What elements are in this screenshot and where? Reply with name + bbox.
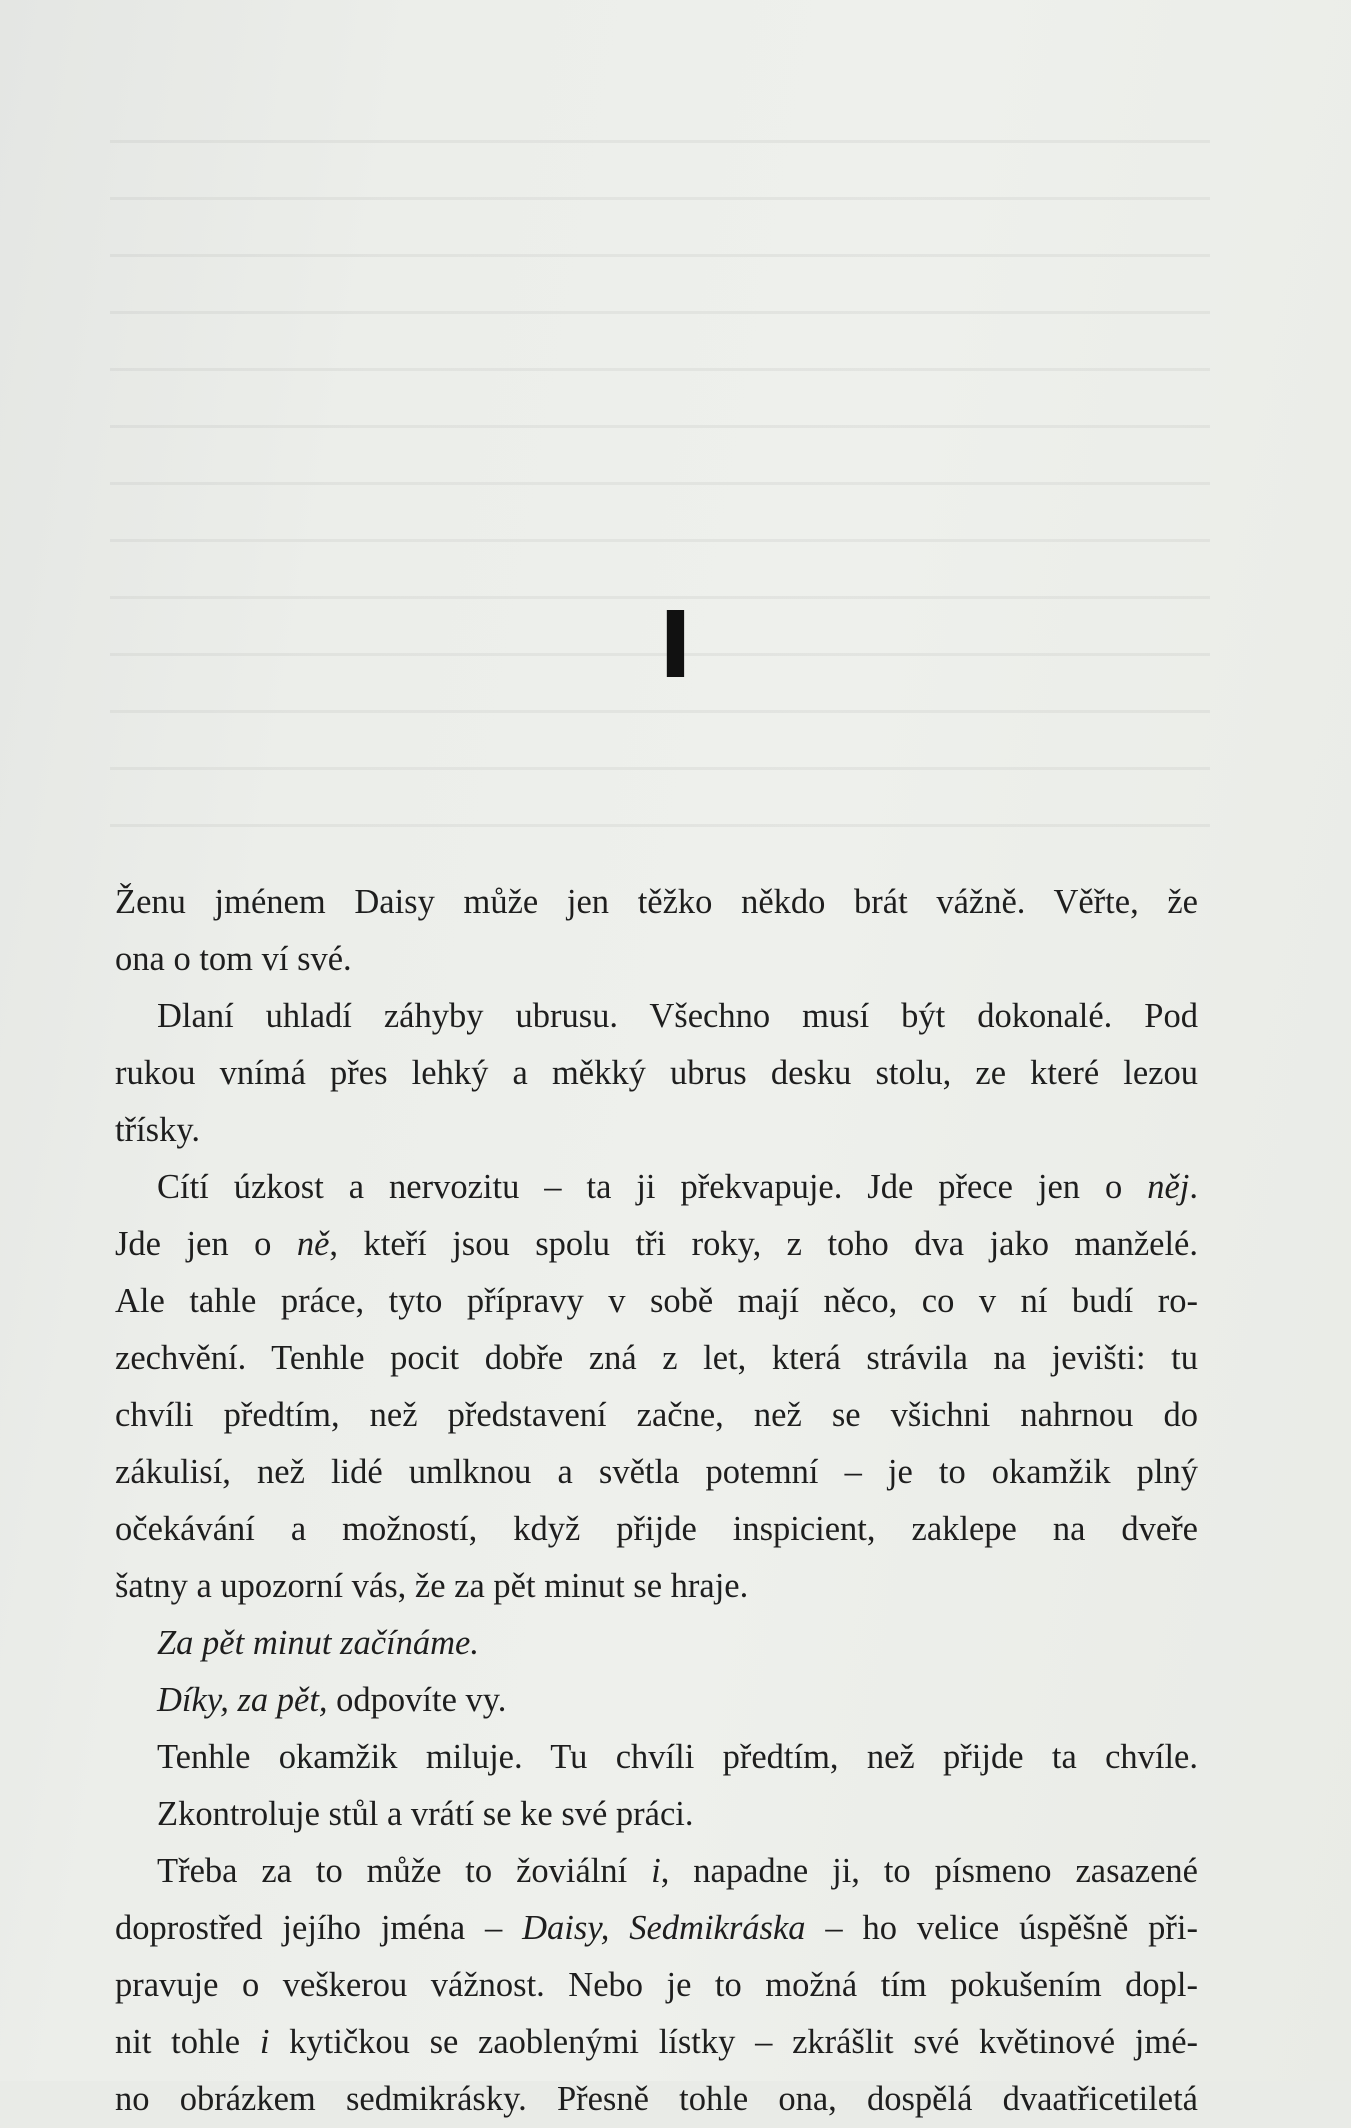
text-span: ona o tom ví své. [115, 940, 352, 978]
text-span: odpovíte vy. [327, 1681, 507, 1719]
italic-text-span: Za pět minut začínáme. [157, 1624, 479, 1662]
text-span: Zkontroluje stůl a vrátí se ke své práci. [157, 1795, 694, 1833]
text-span: pravuje o veškerou vážnost. Nebo je to možná tím pokušením dopl- [115, 1966, 1198, 2004]
italic-text-span: ně [296, 1225, 330, 1263]
italic-text-span: i [259, 2023, 270, 2061]
text-line [115, 1444, 1198, 1501]
text-line [115, 2071, 1198, 2128]
text-span: Jde jen o [115, 1225, 297, 1263]
text-line [115, 874, 1198, 931]
text-span: očekávání a možností, když přijde inspicient, zaklepe na dveře [115, 1510, 1198, 1548]
text-span: Tenhle okamžik miluje. Tu chvíli předtím, než přijde ta chvíle. [157, 1738, 1198, 1776]
italic-text-span: Daisy, Sedmikráska [522, 1909, 806, 1947]
text-line [115, 1558, 1198, 1615]
text-span: no obrázkem sedmikrásky. Přesně tohle ona, dospělá dvaatřicetiletá [115, 2080, 1198, 2118]
text-line [115, 1216, 1198, 1273]
text-line [115, 1045, 1198, 1102]
text-span: třísky. [115, 1111, 200, 1149]
text-line [115, 1501, 1198, 1558]
text-line [115, 1957, 1198, 2014]
text-line [115, 1273, 1198, 1330]
text-span: nit tohle [115, 2023, 260, 2061]
text-line [115, 1729, 1198, 1786]
text-span: šatny a upozorní vás, že za pět minut se hraje. [115, 1567, 749, 1605]
text-span: doprostřed jejího jména – [115, 1909, 523, 1947]
text-span: – ho velice úspěšně při- [805, 1909, 1198, 1947]
show-through-text [110, 140, 1210, 840]
text-span: chvíli předtím, než představení začne, než se všichni nahrnou do [115, 1396, 1198, 1434]
text-span: . [1189, 1168, 1198, 1206]
text-span: Ženu jménem Daisy může jen těžko někdo brát vážně. Věřte, že [115, 883, 1198, 921]
text-line [115, 1672, 1198, 1729]
text-line [115, 1786, 1198, 1843]
text-span: rukou vnímá přes lehký a měkký ubrus desku stolu, ze které lezou [115, 1054, 1198, 1092]
text-line [115, 2014, 1198, 2071]
text-span: , kteří jsou spolu tři roky, z toho dva jako manželé. [329, 1225, 1198, 1263]
text-span: Ale tahle práce, tyto přípravy v sobě mají něco, co v ní budí ro- [115, 1282, 1198, 1320]
chapter-body-text [115, 874, 1198, 2128]
italic-text-span: něj [1147, 1168, 1190, 1206]
text-line [115, 1900, 1198, 1957]
text-line [115, 1615, 1198, 1672]
text-span: Dlaní uhladí záhyby ubrusu. Všechno musí být dokonalé. Pod [157, 997, 1198, 1035]
text-line [115, 988, 1198, 1045]
text-span: , napadne ji, to písmeno zasazené [660, 1852, 1198, 1890]
text-line [115, 1843, 1198, 1900]
text-line [115, 1330, 1198, 1387]
text-span: zákulisí, než lidé umlknou a světla potemní – je to okamžik plný [115, 1453, 1198, 1491]
text-line [115, 931, 1198, 988]
italic-text-span: i [651, 1852, 661, 1890]
italic-text-span: Díky, za pět, [157, 1681, 328, 1719]
text-line [115, 1102, 1198, 1159]
text-span: Cítí úzkost a nervozitu – ta ji překvapuje. Jde přece jen o [157, 1168, 1148, 1206]
text-span: zechvění. Tenhle pocit dobře zná z let, která strávila na jevišti: tu [115, 1339, 1198, 1377]
text-span: kytičkou se zaoblenými lístky – zkrášlit své květinové jmé- [269, 2023, 1199, 2061]
chapter-number: I [658, 592, 693, 699]
text-span: Třeba za to může to žoviální [157, 1852, 652, 1890]
text-line [115, 1159, 1198, 1216]
text-line [115, 1387, 1198, 1444]
